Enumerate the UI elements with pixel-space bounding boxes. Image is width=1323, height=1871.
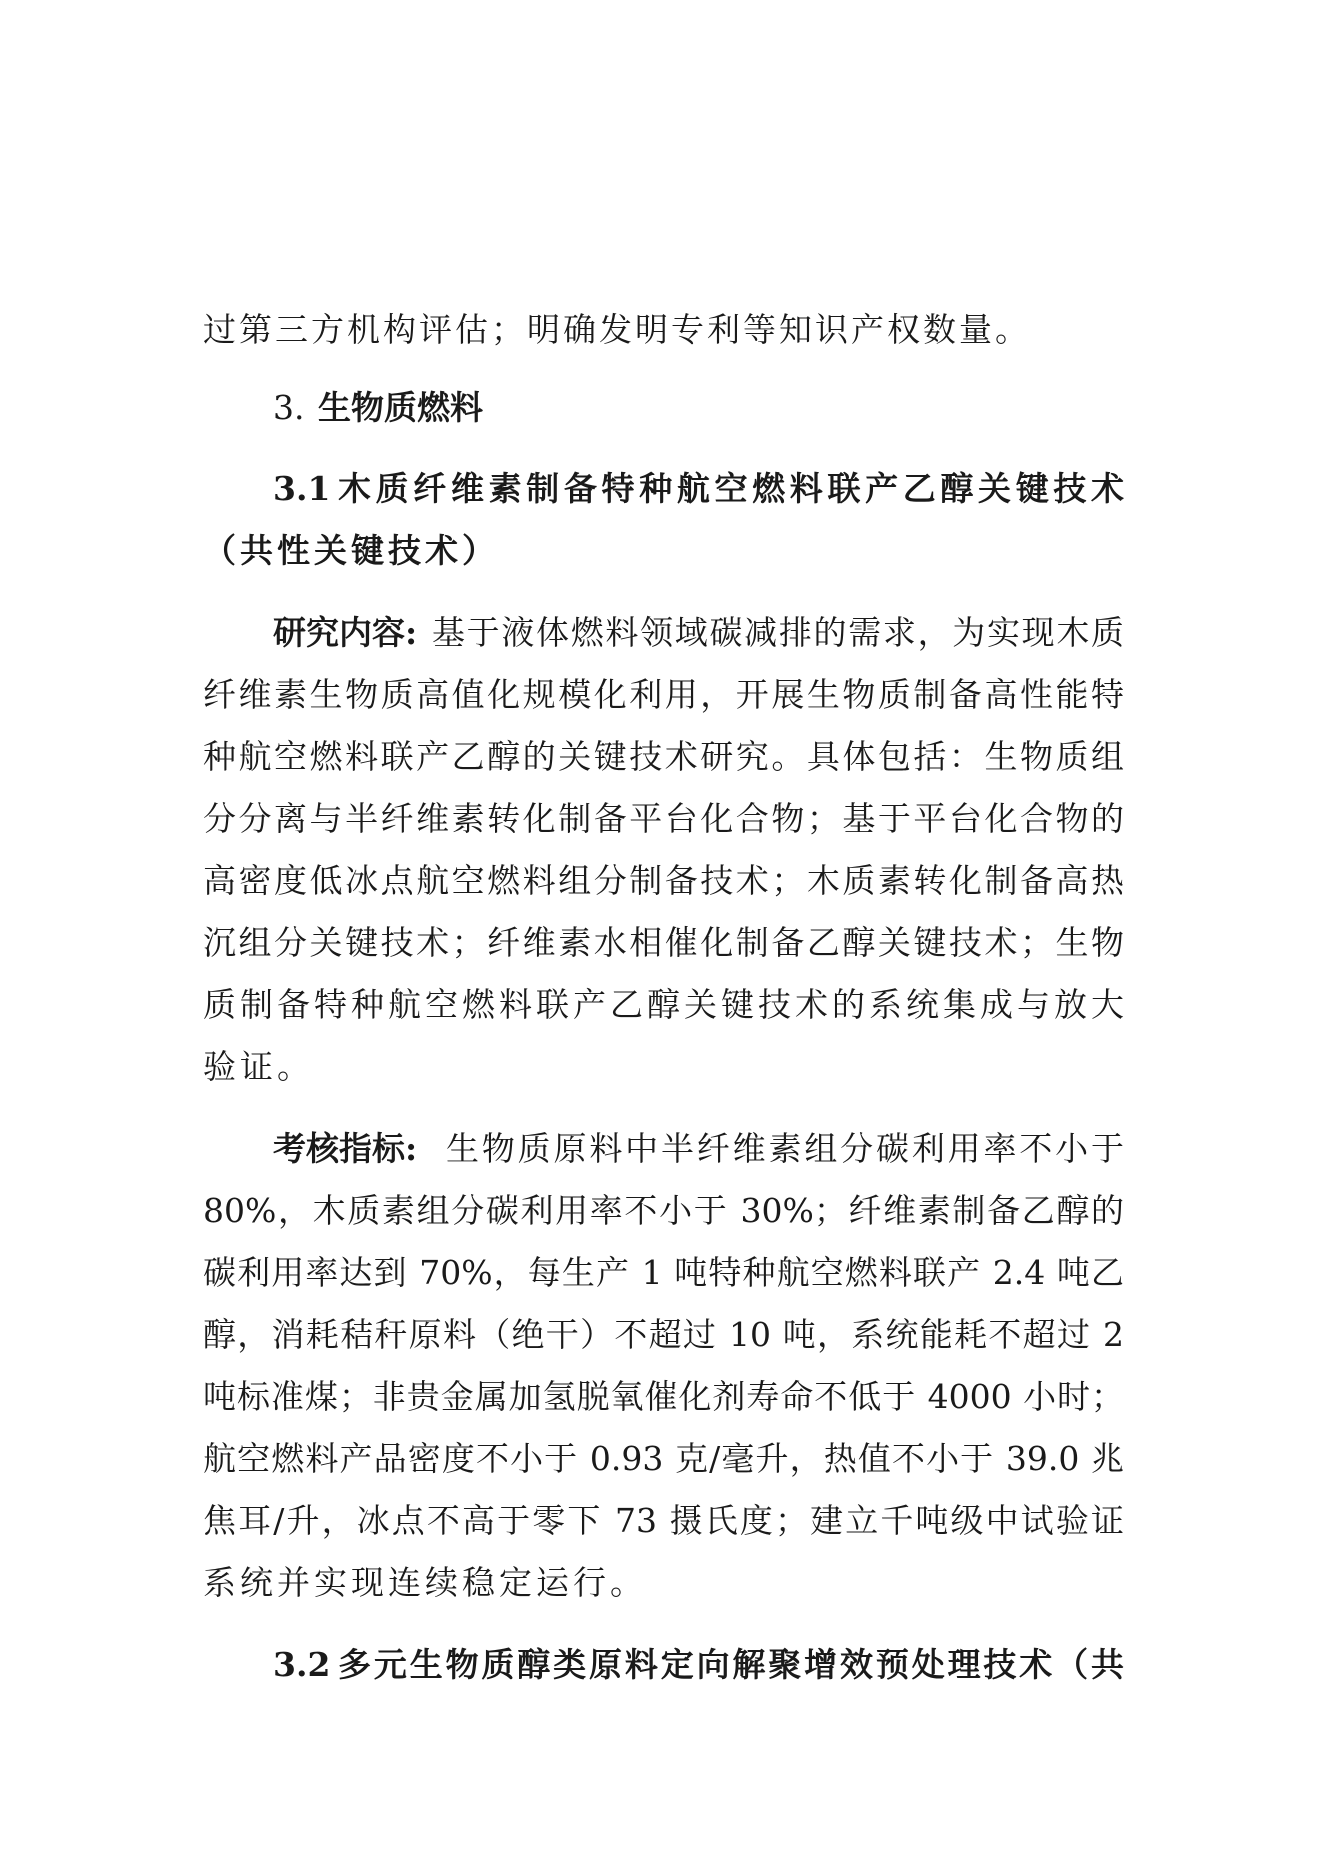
intro-paragraph (0, 299, 1323, 361)
research-label: 研究内容: (273, 613, 418, 652)
paragraph-line (0, 1490, 1323, 1552)
paragraph-line (0, 664, 1323, 726)
research-line-4: 分分离与半纤维素转化制备平台化合物；基于平台化合物的 (203, 799, 1124, 838)
research-line-8: 验证。 (203, 1047, 314, 1086)
section-title: 生物质燃料 (318, 388, 483, 427)
indicators-line-4: 醇，消耗秸秆原料（绝干）不超过 10 吨，系统能耗不超过 2 (203, 1315, 1124, 1354)
paragraph-line (0, 602, 1323, 664)
paragraph-line (0, 1366, 1323, 1428)
paragraph-line (0, 974, 1323, 1036)
indicators-label: 考核指标: (273, 1129, 418, 1168)
indicators-line-7: 焦耳/升，冰点不高于零下 73 摄氏度；建立千吨级中试验证 (203, 1501, 1124, 1540)
section-number: 3. (273, 388, 305, 427)
paragraph-line (0, 1036, 1323, 1098)
paragraph-line (0, 1428, 1323, 1490)
section-heading (0, 377, 1323, 439)
indicators-line-2: 80%，木质素组分碳利用率不小于 30%；纤维素制备乙醇的 (203, 1191, 1124, 1230)
subsection-title-line-1: 木质纤维素制备特种航空燃料联产乙醇关键技术 (338, 469, 1124, 508)
paragraph-line (0, 1242, 1323, 1304)
paragraph-line (0, 726, 1323, 788)
subsection-3-2-heading (0, 1634, 1323, 1696)
paragraph-line (0, 1180, 1323, 1242)
research-line-6: 沉组分关键技术；纤维素水相催化制备乙醇关键技术；生物 (203, 923, 1124, 962)
paragraph-line (0, 850, 1323, 912)
subsection-title-line-1: 多元生物质醇类原料定向解聚增效预处理技术（共 (338, 1645, 1124, 1684)
indicators-line-5: 吨标准煤；非贵金属加氢脱氧催化剂寿命不低于 4000 小时； (203, 1377, 1124, 1416)
subsection-heading (0, 458, 1323, 520)
paragraph-line (0, 1118, 1323, 1180)
intro-text: 过第三方机构评估；明确发明专利等知识产权数量。 (203, 310, 1031, 349)
research-line-2: 纤维素生物质高值化规模化利用，开展生物质制备高性能特 (203, 675, 1124, 714)
research-line-5: 高密度低冰点航空燃料组分制备技术；木质素转化制备高热 (203, 861, 1124, 900)
subsection-heading-continued (0, 520, 1323, 582)
subsection-number: 3.2 (273, 1645, 331, 1684)
research-line-7: 质制备特种航空燃料联产乙醇关键技术的系统集成与放大 (203, 985, 1124, 1024)
paragraph-line (0, 1552, 1323, 1614)
paragraph-line (0, 788, 1323, 850)
indicators-line-6: 航空燃料产品密度不小于 0.93 克/毫升，热值不小于 39.0 兆 (203, 1439, 1124, 1478)
research-line-3: 种航空燃料联产乙醇的关键技术研究。具体包括：生物质组 (203, 737, 1124, 776)
research-line-1: 基于液体燃料领域碳减排的需求，为实现木质 (432, 613, 1124, 652)
paragraph-line (0, 1304, 1323, 1366)
subsection-number: 3.1 (273, 469, 331, 508)
indicators-line-8: 系统并实现连续稳定运行。 (203, 1563, 647, 1602)
subsection-title-line-2: （共性关键技术） (203, 531, 499, 570)
indicators-line-3: 碳利用率达到 70%，每生产 1 吨特种航空燃料联产 2.4 吨乙 (203, 1253, 1124, 1292)
indicators-line-1: 生物质原料中半纤维素组分碳利用率不小于 (446, 1129, 1124, 1168)
paragraph-line (0, 912, 1323, 974)
